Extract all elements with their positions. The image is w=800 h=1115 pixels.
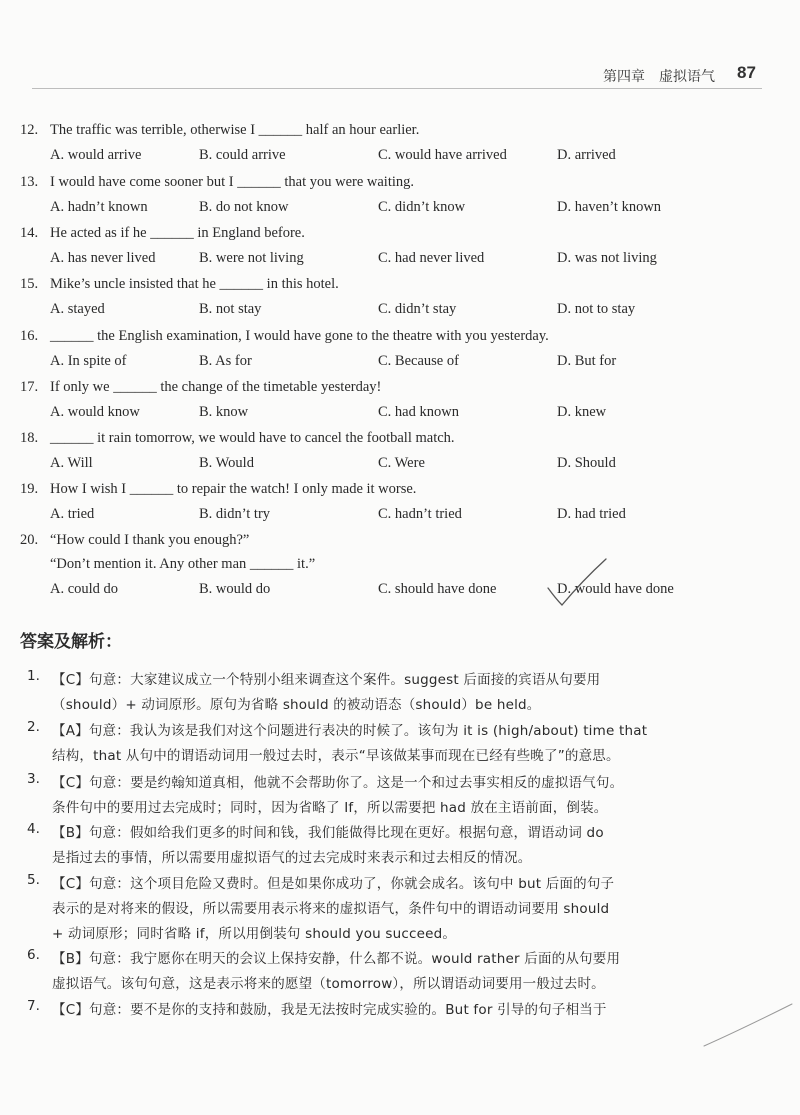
option-c: C. would have arrived xyxy=(378,147,507,163)
option-d: D. would have done xyxy=(557,581,674,597)
question-number: 17. xyxy=(20,379,39,395)
answer-line: 【B】句意：我宁愿你在明天的会议上保持安静，什么都不说。would rather 后面的从句要用 xyxy=(52,951,621,967)
answer-line: 【C】句意：要不是你的支持和鼓励，我是无法按时完成实验的。But for 引导的句子相当于 xyxy=(52,1002,607,1018)
option-b: B. do not know xyxy=(199,199,289,215)
option-a: A. would arrive xyxy=(50,147,142,163)
option-a: A. stayed xyxy=(50,301,105,317)
answers-section-title: 答案及解析： xyxy=(20,632,122,652)
option-a: A. has never lived xyxy=(50,250,156,266)
answer-line: 【A】句意：我认为该是我们对这个问题进行表决的时候了。该句为 it is (high/about) time that xyxy=(52,723,648,739)
answer-number: 3. xyxy=(27,771,40,787)
answer-line: + 动词原形；同时省略 if，所以用倒装句 should you succeed。 xyxy=(52,926,457,942)
option-a: A. would know xyxy=(50,404,140,420)
option-d: D. knew xyxy=(557,404,607,420)
option-c: C. Because of xyxy=(378,353,459,369)
option-d: D. But for xyxy=(557,353,617,369)
option-c: C. Were xyxy=(378,455,425,471)
question-stem: He acted as if he ______ in England before. xyxy=(50,225,305,241)
option-d: D. Should xyxy=(557,455,616,471)
option-d: D. arrived xyxy=(557,147,616,163)
option-b: B. know xyxy=(199,404,249,420)
option-a: A. In spite of xyxy=(50,353,127,369)
option-c: C. had never lived xyxy=(378,250,485,266)
question-number: 19. xyxy=(20,481,39,497)
answer-line: 【C】句意：这个项目危险又费时。但是如果你成功了，你就会成名。该句中 but 后面的句子 xyxy=(52,876,615,892)
answer-line: 是指过去的事情，所以需要用虚拟语气的过去完成时来表示和过去相反的情况。 xyxy=(52,850,532,866)
pencil-stroke-mark xyxy=(700,1000,795,1050)
question-stem: Mike’s uncle insisted that he ______ in this hotel. xyxy=(50,276,339,292)
answer-line: 表示的是对将来的假设，所以需要用表示将来的虚拟语气，条件句中的谓语动词要用 should xyxy=(52,901,610,917)
answer-number: 5. xyxy=(27,872,40,888)
answer-number: 6. xyxy=(27,947,40,963)
question-stem: If only we ______ the change of the timetable yesterday! xyxy=(50,379,382,395)
answer-line: 结构，that 从句中的谓语动词用一般过去时，表示“早该做某事而现在已经有些晚了”的意思。 xyxy=(52,748,620,764)
option-b: B. As for xyxy=(199,353,252,369)
answer-number: 1. xyxy=(27,668,40,684)
option-a: A. tried xyxy=(50,506,95,522)
question-stem: “How could I thank you enough?” xyxy=(50,532,250,548)
option-b: B. didn’t try xyxy=(199,506,271,522)
answer-line: 【C】句意：大家建议成立一个特别小组来调查这个案件。suggest 后面接的宾语从句要用 xyxy=(52,672,601,688)
answer-number: 4. xyxy=(27,821,40,837)
question-stem: The traffic was terrible, otherwise I ______ half an hour earlier. xyxy=(50,122,420,138)
handwritten-check-mark-icon xyxy=(542,557,622,612)
option-d: D. had tried xyxy=(557,506,626,522)
chapter-title: 第四章 虚拟语气 xyxy=(603,69,715,85)
question-stem-line-2: “Don’t mention it. Any other man ______ it.” xyxy=(50,556,316,572)
option-d: D. not to stay xyxy=(557,301,636,317)
option-c: C. hadn’t tried xyxy=(378,506,462,522)
option-b: B. were not living xyxy=(199,250,304,266)
answer-line: 【B】句意：假如给我们更多的时间和钱，我们能做得比现在更好。根据句意，谓语动词 do xyxy=(52,825,604,841)
option-d: D. haven’t known xyxy=(557,199,662,215)
option-b: B. would do xyxy=(199,581,271,597)
answer-line: 虚拟语气。该句句意，这是表示将来的愿望（tomorrow），所以谓语动词要用一般过去时。 xyxy=(52,976,605,992)
option-a: A. hadn’t known xyxy=(50,199,148,215)
answer-line: （should）+ 动词原形。原句为省略 should 的被动语态（should）be held。 xyxy=(52,697,541,713)
option-c: C. didn’t know xyxy=(378,199,466,215)
answer-line: 条件句中的要用过去完成时；同时，因为省略了 If，所以需要把 had 放在主语前面，倒装。 xyxy=(52,800,608,816)
question-number: 15. xyxy=(20,276,39,292)
question-number: 16. xyxy=(20,328,39,344)
question-stem: ______ it rain tomorrow, we would have to cancel the football match. xyxy=(50,430,455,446)
page-number: 87 xyxy=(737,63,756,82)
header-rule xyxy=(32,88,762,89)
option-a: A. Will xyxy=(50,455,93,471)
question-stem: ______ the English examination, I would have gone to the theatre with you yesterday. xyxy=(50,328,549,344)
question-number: 20. xyxy=(20,532,39,548)
answer-number: 7. xyxy=(27,998,40,1014)
option-c: C. should have done xyxy=(378,581,497,597)
question-number: 13. xyxy=(20,174,39,190)
option-c: C. had known xyxy=(378,404,459,420)
option-c: C. didn’t stay xyxy=(378,301,457,317)
question-number: 12. xyxy=(20,122,39,138)
answer-line: 【C】句意：要是约翰知道真相，他就不会帮助你了。这是一个和过去事实相反的虚拟语气句。 xyxy=(52,775,624,791)
option-b: B. Would xyxy=(199,455,254,471)
answer-number: 2. xyxy=(27,719,40,735)
question-number: 14. xyxy=(20,225,39,241)
question-number: 18. xyxy=(20,430,39,446)
option-a: A. could do xyxy=(50,581,119,597)
option-d: D. was not living xyxy=(557,250,657,266)
page-header xyxy=(0,62,800,92)
option-b: B. not stay xyxy=(199,301,262,317)
question-stem: How I wish I ______ to repair the watch! I only made it worse. xyxy=(50,481,417,497)
question-stem: I would have come sooner but I ______ that you were waiting. xyxy=(50,174,415,190)
option-b: B. could arrive xyxy=(199,147,286,163)
